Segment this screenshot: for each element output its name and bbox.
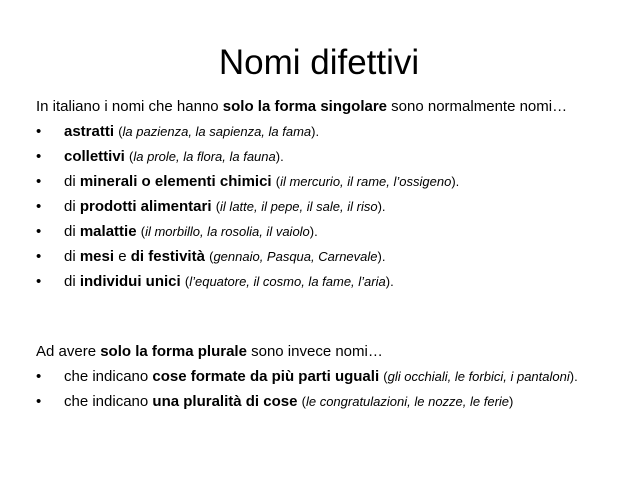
plural-list xyxy=(36,367,616,412)
plural-intro xyxy=(36,342,616,362)
intro-bold-text: solo la forma plurale xyxy=(100,343,247,360)
paren: ). xyxy=(451,174,460,189)
bullet-icon: • xyxy=(36,393,42,410)
bullet-icon: • xyxy=(36,273,42,290)
item-prefix: che indicano xyxy=(64,393,153,410)
item-keyword: una pluralità di cose xyxy=(152,393,298,410)
bullet-icon: • xyxy=(36,248,42,265)
intro-text-end: sono normalmente nomi… xyxy=(387,98,568,115)
intro-text: In italiano i nomi che hanno xyxy=(36,98,223,115)
item-examples: la prole, la flora, la fauna xyxy=(133,149,276,164)
item-keyword: individui unici xyxy=(79,273,181,290)
item-examples: il mercurio, il rame, l’ossigeno xyxy=(280,174,452,189)
list-item xyxy=(36,172,616,192)
item-prefix: di xyxy=(64,198,80,215)
paren: ( xyxy=(140,224,146,239)
singular-intro xyxy=(36,97,616,117)
item-keyword: mesi xyxy=(79,248,115,265)
item-prefix: di xyxy=(64,173,80,190)
item-connector: e xyxy=(114,248,131,265)
bullet-icon: • xyxy=(36,123,42,140)
list-item xyxy=(36,367,616,387)
item-prefix: di xyxy=(64,248,80,265)
item-keyword: collettivi xyxy=(64,148,125,165)
item-keyword: cose formate da più parti uguali xyxy=(152,368,380,385)
item-prefix: che indicano xyxy=(64,368,153,385)
paren: ). xyxy=(311,124,320,139)
item-examples: il latte, il pepe, il sale, il riso xyxy=(220,199,378,214)
bullet-icon: • xyxy=(36,198,42,215)
slide-title: Nomi difettivi xyxy=(218,43,420,82)
paren: ). xyxy=(309,224,318,239)
bullet-icon: • xyxy=(36,173,42,190)
item-keyword: minerali o elementi chimici xyxy=(79,173,272,190)
list-item xyxy=(36,247,616,267)
list-item xyxy=(36,197,616,217)
intro-text: Ad avere xyxy=(36,343,101,360)
item-examples: gli occhiali, le forbici, i pantaloni xyxy=(387,369,570,384)
item-keyword-2: di festività xyxy=(130,248,205,265)
list-item xyxy=(36,392,616,412)
paren: ( xyxy=(275,174,281,189)
item-keyword: prodotti alimentari xyxy=(79,198,212,215)
paren: ). xyxy=(569,369,578,384)
singular-section xyxy=(36,97,616,297)
singular-list xyxy=(36,122,616,292)
paren: ). xyxy=(385,274,394,289)
intro-bold-text: solo la forma singolare xyxy=(222,98,388,115)
item-examples: il morbillo, la rosolia, il vaiolo xyxy=(145,224,310,239)
bullet-icon: • xyxy=(36,223,42,240)
bullet-icon: • xyxy=(36,148,42,165)
item-examples: le congratulazioni, le nozze, le ferie xyxy=(305,394,510,409)
paren: ). xyxy=(275,149,284,164)
item-examples: gennaio, Pasqua, Carnevale xyxy=(213,249,378,264)
bullet-icon: • xyxy=(36,368,42,385)
paren: ( xyxy=(209,249,214,264)
paren: ( xyxy=(215,199,221,214)
list-item xyxy=(36,222,616,242)
list-item xyxy=(36,272,616,292)
paren: ( xyxy=(129,149,134,164)
paren: ( xyxy=(301,394,306,409)
list-item xyxy=(36,147,616,167)
item-prefix: di xyxy=(64,273,80,290)
item-keyword: astratti xyxy=(64,123,115,140)
paren: ). xyxy=(377,199,386,214)
paren: ( xyxy=(118,124,123,139)
paren: ). xyxy=(377,249,386,264)
intro-text-end: sono invece nomi… xyxy=(246,343,383,360)
item-examples: la pazienza, la sapienza, la fama xyxy=(122,124,312,139)
list-item xyxy=(36,122,616,142)
paren: ( xyxy=(184,274,190,289)
item-keyword: malattie xyxy=(79,223,137,240)
plural-section xyxy=(36,342,616,417)
paren: ) xyxy=(509,394,514,409)
item-prefix: di xyxy=(64,223,80,240)
item-examples: l’equatore, il cosmo, la fame, l’aria xyxy=(189,274,386,289)
paren: ( xyxy=(383,369,388,384)
